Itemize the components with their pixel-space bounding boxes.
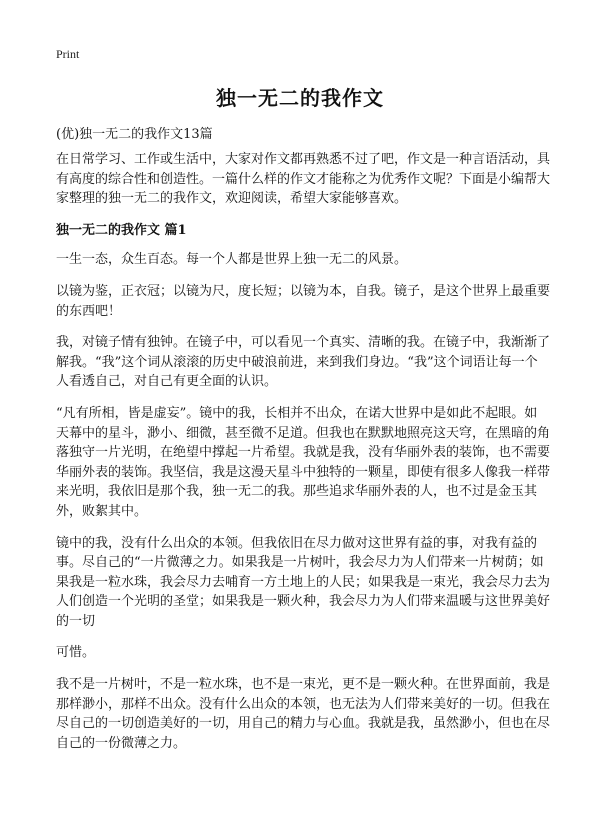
paragraph: “凡有所相，皆是虚妄”。镜中的我，长相并不出众，在诺大世界中是如此不起眼。如天幕中的星斗，渺小、细微，甚至微不足道。但我也在默默地照亮这天穹，在黑暗的角落独守一片光明，在绝望中撑起一片希望。我就是我，没有华丽外表的装饰，也不需要华丽外表的装饰。我坚信，我是这漫天星斗中独特的一颗星，即使有很多人像我一样带来光明，我依旧是那个我，独一无二的我。那些追求华丽外表的人，也不过是金玉其外，败絮其中。 [56, 405, 551, 519]
section-heading: 独一无二的我作文 篇1 [56, 222, 187, 238]
print-link[interactable]: Print [56, 47, 80, 61]
paragraph: 可惜。 [56, 645, 96, 661]
page-title: 独一无二的我作文 [216, 86, 384, 110]
paragraph: 我不是一片树叶，不是一粒水珠，也不是一束光，更不是一颗火种。在世界面前，我是那样渺小，那样不出众。没有什么出众的本领，也无法为人们带来美好的一切。但我在尽自己的一切创造美好的一切，用自己的精力与心血。我就是我，虽然渺小，但也在尽自己的一份微薄之力。 [56, 677, 551, 751]
article-body [56, 150, 550, 765]
paragraph: 镜中的我，没有什么出众的本领。但我依旧在尽力做对这世界有益的事，对我有益的事。尽自己的“一片微薄之力。如果我是一片树叶，我会尽力为人们带来一片树荫；如果我是一粒水珠，我会尽力去哺育一方土地上的人民；如果我是一束光，我会尽力去为人们创造一个光明的圣堂；如果我是一颗火种，我会尽力为人们带来温暖与这世界美好的一切 [56, 535, 551, 629]
paragraph: 一生一态，众生百态。每一个人都是世界上独一无二的风景。 [56, 252, 408, 268]
intro-paragraph: 在日常学习、工作或生活中，大家对作文都再熟悉不过了吧，作文是一种言语活动，具有高度的综合性和创造性。一篇什么样的作文才能称之为优秀作文呢？下面是小编帮大家整理的独一无二的我作文，欢迎阅读，希望大家能够喜欢。 [56, 152, 551, 207]
paragraph: 以镜为鉴，正衣冠；以镜为尺，度长短；以镜为本，自我。镜子，是这个世界上最重要的东西吧！ [56, 283, 551, 319]
paragraph: 我，对镜子情有独钟。在镜子中，可以看见一个真实、清晰的我。在镜子中，我渐渐了解我。“我”这个词从滚滚的历史中破浪前进，来到我们身边。“我”这个词语让每一个人看透自己，对自己有更全面的认识。 [56, 335, 551, 390]
document-subtitle: (优)独一无二的我作文13篇 [56, 127, 213, 142]
